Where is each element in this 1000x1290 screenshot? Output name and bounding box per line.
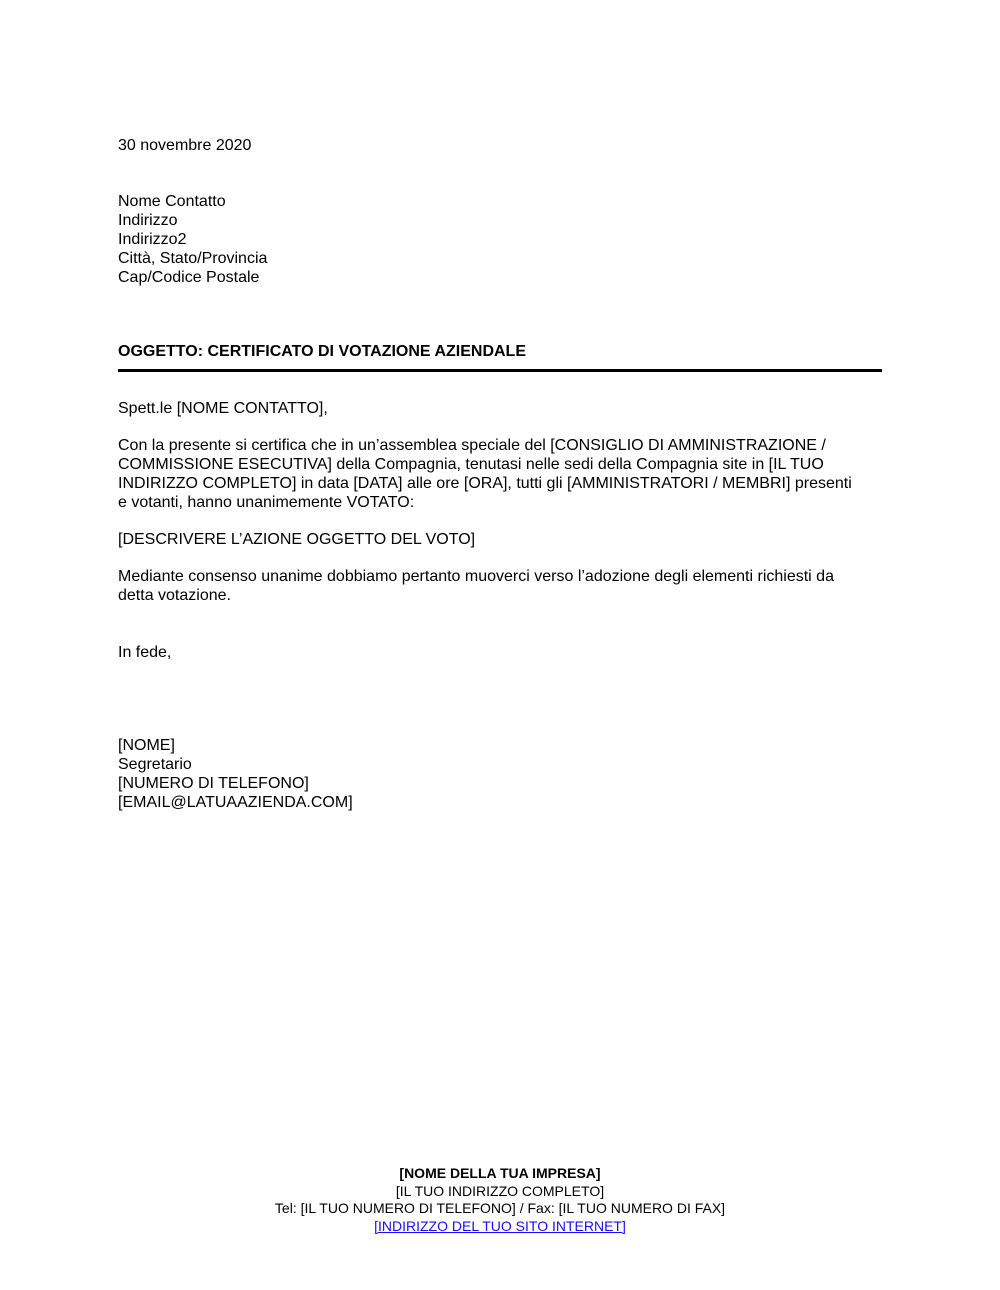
paragraph-line: INDIRIZZO COMPLETO] in data [DATA] alle ore [ORA], tutti gli [AMMINISTRATORI / MEMBRI] presenti [118,475,852,492]
letter-closing: In fede, [118,644,172,661]
recipient-address-line2: Indirizzo2 [118,231,187,248]
letter-date: 30 novembre 2020 [118,137,252,154]
signature-email: [EMAIL@LATUAAZIENDA.COM] [118,794,353,811]
subject-divider [118,369,882,372]
paragraph-line: Mediante consenso unanime dobbiamo pertanto muoverci verso l’adozione degli elementi richiesti da [118,568,834,585]
signature-phone: [NUMERO DI TELEFONO] [118,775,309,792]
signature-title: Segretario [118,756,192,773]
paragraph-line: e votanti, hanno unanimemente VOTATO: [118,494,415,511]
footer-website-link[interactable]: [INDIRIZZO DEL TUO SITO INTERNET] [374,1217,626,1234]
paragraph-line: COMMISSIONE ESECUTIVA] della Compagnia, tenutasi nelle sedi della Compagnia site in [IL TUO [118,456,824,473]
letter-paragraph-1 [118,436,888,512]
recipient-name: Nome Contatto [118,193,226,210]
letter-subject: OGGETTO: CERTIFICATO DI VOTAZIONE AZIENDALE [118,343,526,360]
letter-paragraph-2: [DESCRIVERE L’AZIONE OGGETTO DEL VOTO] [118,531,476,548]
recipient-address [118,192,888,287]
signature-block [118,736,888,812]
letter-paragraph-3 [118,567,888,605]
recipient-postal-code: Cap/Codice Postale [118,269,260,286]
recipient-city-state: Città, Stato/Provincia [118,250,268,267]
signature-name: [NOME] [118,737,175,754]
footer-contacts: Tel: [IL TUO NUMERO DI TELEFONO] / Fax: [IL TUO NUMERO DI FAX] [274,1200,726,1216]
footer-company-name: [NOME DELLA TUA IMPRESA] [399,1165,601,1181]
letterhead-footer [0,1165,1000,1235]
paragraph-line: detta votazione. [118,587,231,604]
paragraph-line: Con la presente si certifica che in un’assemblea speciale del [CONSIGLIO DI AMMINISTRAZIONE / [118,437,826,454]
footer-address: [IL TUO INDIRIZZO COMPLETO] [395,1182,605,1199]
letter-salutation: Spett.le [NOME CONTATTO], [118,400,328,417]
recipient-address-line1: Indirizzo [118,212,178,229]
